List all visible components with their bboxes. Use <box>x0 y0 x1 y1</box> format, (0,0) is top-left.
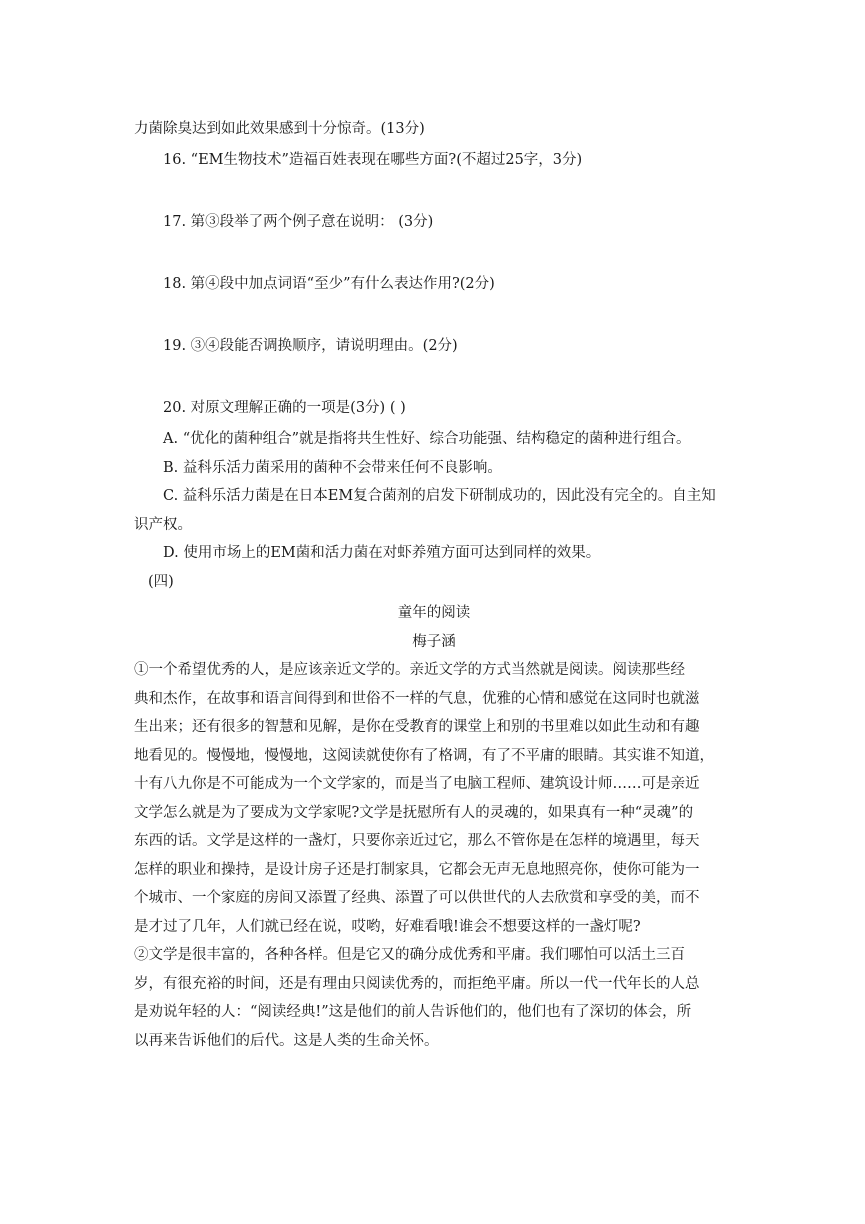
answer-options <box>134 425 734 568</box>
paragraph-line: 岁，有很充裕的时间，还是有理由只阅读优秀的，而拒绝平庸。所以一代一代年长的人总 <box>134 975 700 992</box>
article-paragraph-1 <box>134 656 734 941</box>
question-17: 17. 第③段举了两个例子意在说明： (3分) <box>163 214 434 230</box>
paragraph-line: 是劝说年轻的人：“阅读经典!”这是他们的前人告诉他们的，他们也有了深切的体会，所 <box>134 1004 692 1020</box>
paragraph-line: 生出来；还有很多的智慧和见解，是你在受教育的课堂上和别的书里难以如此生动和有趣 <box>134 719 700 735</box>
question-19: 19. ③④段能否调换顺序，请说明理由。(2分) <box>163 338 458 354</box>
option-b: B. 益科乐活力菌采用的菌种不会带来任何不良影响。 <box>163 459 502 476</box>
question-18: 18. 第④段中加点词语“至少”有什么表达作用?(2分) <box>163 276 495 292</box>
paragraph-line: 个城市、一个家庭的房间又添置了经典、添置了可以供世代的人去欣赏和享受的美，而不 <box>134 890 700 906</box>
article-title: 童年的阅读 <box>397 605 471 621</box>
option-a: A. “优化的菌种组合”就是指将共生性好、综合功能强、结构稳定的菌种进行组合。 <box>163 431 691 447</box>
paragraph-line: 地看见的。慢慢地，慢慢地，这阅读就使你有了格调，有了不平庸的眼睛。其实谁不知道， <box>134 747 714 764</box>
paragraph-line: 文学怎么就是为了要成为文学家呢?文学是抚慰所有人的灵魂的，如果真有一种“灵魂”的 <box>134 804 694 821</box>
article-author: 梅子涵 <box>412 633 456 650</box>
article-paragraph-2 <box>134 941 734 1055</box>
option-d: D. 使用市场上的EM菌和活力菌在对虾养殖方面可达到同样的效果。 <box>163 545 601 561</box>
paragraph-line: ②文学是很丰富的，各种各样。但是它又的确分成优秀和平庸。我们哪怕可以活土三百 <box>134 947 685 963</box>
question-20: 20. 对原文理解正确的一项是(3分) ( ) <box>163 400 406 416</box>
paragraph-line: 怎样的职业和操持，是设计房子还是打制家具，它都会无声无息地照亮你，使你可能为一 <box>134 861 700 878</box>
paragraph-line: 以再来告诉他们的后代。这是人类的生命关怀。 <box>134 1032 439 1049</box>
paragraph-line: ①一个希望优秀的人，是应该亲近文学的。亲近文学的方式当然就是阅读。阅读那些经 <box>134 662 685 678</box>
paragraph-line: 典和杰作，在故事和语言间得到和世俗不一样的气息，优雅的心情和感觉在这同时也就滋 <box>134 690 700 707</box>
section-label: (四) <box>148 573 174 590</box>
paragraph-line: 东西的话。文学是这样的一盏灯，只要你亲近过它，那么不管你是在怎样的境遇里，每天 <box>134 833 700 849</box>
document-page <box>134 118 734 1055</box>
option-c: C. 益科乐活力菌是在日本EM复合菌剂的启发下研制成功的，因此没有完全的。自主知 <box>163 488 716 504</box>
paragraph-line: 是才过了几年，人们就已经在说，哎哟，好难看哦!谁会不想要这样的一盏灯呢? <box>134 918 641 935</box>
question-16: 16. “EM生物技术”造福百姓表现在哪些方面?(不超过25字，3分) <box>163 152 583 168</box>
option-c-continued: 识产权。 <box>134 516 192 533</box>
paragraph-line: 十有八九你是不可能成为一个文学家的，而是当了电脑工程师、建筑设计师……可是亲近 <box>134 776 700 792</box>
intro-line: 力菌除臭达到如此效果感到十分惊奇。(13分) <box>134 121 425 137</box>
